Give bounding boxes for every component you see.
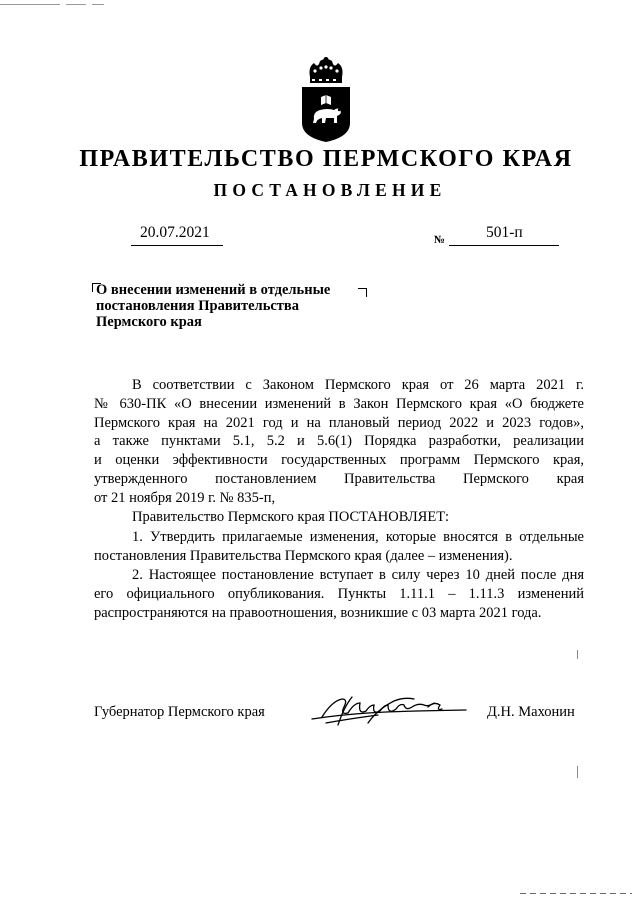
- preamble-line: от 21 ноября 2019 г. № 835-п,: [94, 489, 276, 506]
- date-underline: [131, 245, 223, 246]
- item-line: 1. Утвердить прилагаемые изменения, которые вносятся в отдельные: [132, 529, 584, 545]
- decree-statement: Правительство Пермского края ПОСТАНОВЛЯЕТ:: [132, 509, 450, 525]
- preamble-line: и оценки эффективности государственных программ Пермского края,: [94, 452, 584, 469]
- decree-item-1: [94, 528, 584, 566]
- scan-artifact-mark: [577, 650, 578, 659]
- signatory-position: Губернатор Пермского края: [94, 704, 265, 720]
- number-prefix: №: [434, 234, 446, 246]
- coat-of-arms-icon: [300, 57, 352, 143]
- signatory-name: Д.Н. Махонин: [487, 704, 575, 720]
- document-subject: [96, 282, 356, 330]
- item-line: постановления Правительства Пермского края (далее – изменения).: [94, 547, 513, 564]
- scan-artifact-line: [92, 4, 104, 5]
- government-title: ПРАВИТЕЛЬСТВО ПЕРМСКОГО КРАЯ: [79, 146, 573, 172]
- item-line: распространяются на правоотношения, возникшие с 03 марта 2021 года.: [94, 604, 542, 621]
- preamble-line: утвержденного постановлением Правительства Пермского края: [94, 470, 584, 487]
- scan-artifact-mark: [577, 766, 578, 778]
- preamble-line: № 630-ПК «О внесении изменений в Закон Пермского края «О бюджете: [94, 395, 584, 412]
- subject-line: О внесении изменений в отдельные: [96, 282, 331, 298]
- subject-line: постановления Правительства: [96, 298, 299, 314]
- item-line: его официального опубликования. Пункты 1.11.1 – 1.11.3 изменений: [94, 585, 584, 602]
- subject-line: Пермского края: [96, 314, 202, 330]
- handwritten-signature-icon: [308, 693, 468, 729]
- number-underline: [449, 245, 559, 246]
- document-type: ПОСТАНОВЛЕНИЕ: [213, 180, 447, 200]
- document-date: 20.07.2021: [140, 224, 210, 241]
- decree-item-2: [94, 566, 584, 622]
- document-number: 501-п: [486, 224, 523, 241]
- preamble-paragraph: [94, 376, 584, 508]
- scan-artifact-line: [520, 893, 632, 894]
- preamble-line: а также пунктами 5.1, 5.2 и 5.6(1) Порядка разработки, реализации: [94, 433, 584, 450]
- preamble-line: В соответствии с Законом Пермского края от 26 марта 2021 г.: [132, 377, 584, 393]
- scan-artifact-line: [66, 4, 86, 5]
- scan-artifact-line: [0, 4, 60, 5]
- subject-corner-mark-right: [358, 288, 367, 297]
- item-line: 2. Настоящее постановление вступает в силу через 10 дней после дня: [132, 567, 584, 583]
- preamble-line: Пермского края на 2021 год и на плановый период 2022 и 2023 годов»,: [94, 414, 584, 431]
